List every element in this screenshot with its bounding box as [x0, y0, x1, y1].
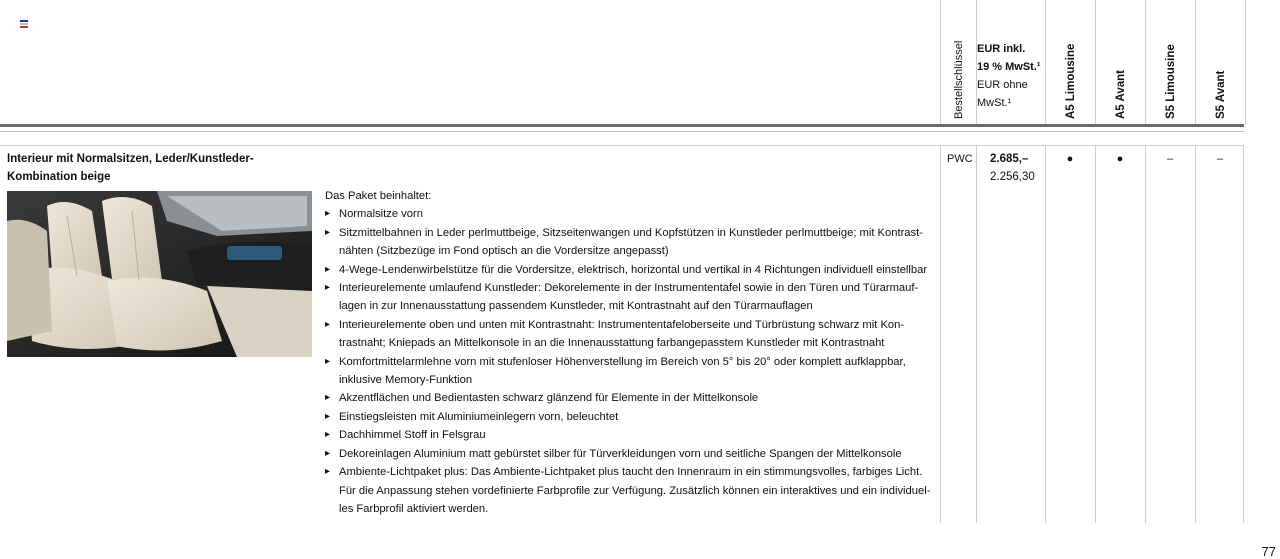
list-item: ▸ Dekoreinlagen Aluminium matt gebürstet silber für Türverkleidungen vorn und seitliche Spangen der Mittelkonsole — [325, 445, 937, 463]
availability-s5-avant: – — [1216, 153, 1224, 165]
price-excl-line1: EUR ohne — [977, 79, 1028, 91]
model-label: S5 Limousine — [1165, 44, 1177, 119]
model-label: A5 Limousine — [1065, 43, 1077, 119]
column-divider — [976, 145, 977, 523]
availability-a5-limousine: ● — [1066, 153, 1074, 165]
list-item: ▸ Akzentflächen und Bedientasten schwarz glänzend für Elemente in der Mittelkonsole — [325, 389, 937, 407]
order-key-label: Bestellschlüssel — [953, 40, 965, 119]
price-header — [977, 40, 1045, 112]
list-item: ▸ Dachhimmel Stoff in Felsgrau — [325, 426, 937, 444]
row-divider — [0, 145, 1244, 146]
list-item: ▸ 4-Wege-Lendenwirbelstütze für die Vordersitze, elektrisch, horizontal und vertikal in 4 Richtungen individuell einstellbar — [325, 261, 937, 279]
price-excl-line2: MwSt.¹ — [977, 97, 1012, 109]
feature-list — [325, 205, 937, 518]
availability-a5-avant: ● — [1116, 153, 1124, 165]
column-divider — [1045, 145, 1046, 523]
list-item: ▸ Normalsitze vorn — [325, 205, 937, 223]
header-rule — [0, 124, 1244, 127]
list-item: ▸ Interieurelemente umlaufend Kunstleder: Dekorelemente in der Instrumententafel sowie in den Türen und Türarmauflagen in zur Innenausstattung passendem Kunstleder, mit Kontrastnaht auf den Türarmauflagen — [325, 279, 937, 316]
list-item: ▸ Komfortmittelarmlehne vorn mit stufenloser Höhenverstellung im Bereich von 5° bis 20° oder komplett aufklappbar, inklusive Memory-Funktion — [325, 353, 937, 390]
description-intro: Das Paket beinhaltet: — [325, 190, 432, 202]
header-model-s5-limousine — [1145, 0, 1196, 125]
price-incl-line1: EUR inkl. — [977, 43, 1026, 55]
header-rule-thin — [0, 131, 1244, 132]
header-model-a5-limousine — [1045, 0, 1096, 125]
column-divider — [1243, 145, 1244, 523]
list-item: ▸ Einstiegsleisten mit Aluminiumeinlegern vorn, beleuchtet — [325, 408, 937, 426]
interior-photo-illustration — [7, 191, 312, 357]
page-number: 77 — [1261, 544, 1276, 559]
model-label: A5 Avant — [1115, 70, 1127, 119]
column-divider — [1145, 145, 1146, 523]
item-title: Interieur mit Normalsitzen, Leder/Kunstleder-Kombination beige — [7, 153, 254, 183]
column-divider — [940, 145, 941, 523]
header-model-s5-avant — [1195, 0, 1246, 125]
model-label: S5 Avant — [1214, 70, 1227, 119]
header-order-key — [940, 0, 977, 125]
interior-photo — [7, 191, 312, 357]
column-divider — [1095, 145, 1096, 523]
price-excl: 2.256,30 — [990, 171, 1035, 183]
availability-s5-limousine: – — [1166, 153, 1174, 165]
column-divider — [1195, 145, 1196, 523]
item-price — [990, 150, 1035, 186]
order-code: PWC — [947, 153, 973, 165]
list-item: ▸ Interieurelemente oben und unten mit Kontrastnaht: Instrumententafeloberseite und Türbrüstung schwarz mit Kontrastnaht; Kniepads an Mittelkonsole in an die Innenausstattung farbangepasstem Kunstleder mit Kontrastnaht — [325, 316, 937, 353]
list-item: ▸ Ambiente-Lichtpaket plus: Das Ambiente-Lichtpaket plus taucht den Innenraum in ein stimmungsvolles, farbiges Licht. Für die Anpassung stehen vordefinierte Farbprofile zur Verfügung. Zusätzlich können ein interaktives und ein individuelles Farbprofil aktiviert werden. — [325, 463, 937, 518]
price-incl: 2.685,– — [990, 153, 1029, 165]
list-item: ▸ Sitzmittelbahnen in Leder perlmuttbeige, Sitzseitenwangen und Kopfstützen in Kunstleder perlmuttbeige; mit Kontrastnähten (Sitzbezüge im Fond optisch an die Vordersitze angepasst) — [325, 224, 937, 261]
item-description — [325, 187, 937, 518]
price-incl-line2: 19 % MwSt.¹ — [977, 61, 1041, 73]
flag-icon — [20, 20, 28, 28]
header-model-a5-avant — [1095, 0, 1146, 125]
